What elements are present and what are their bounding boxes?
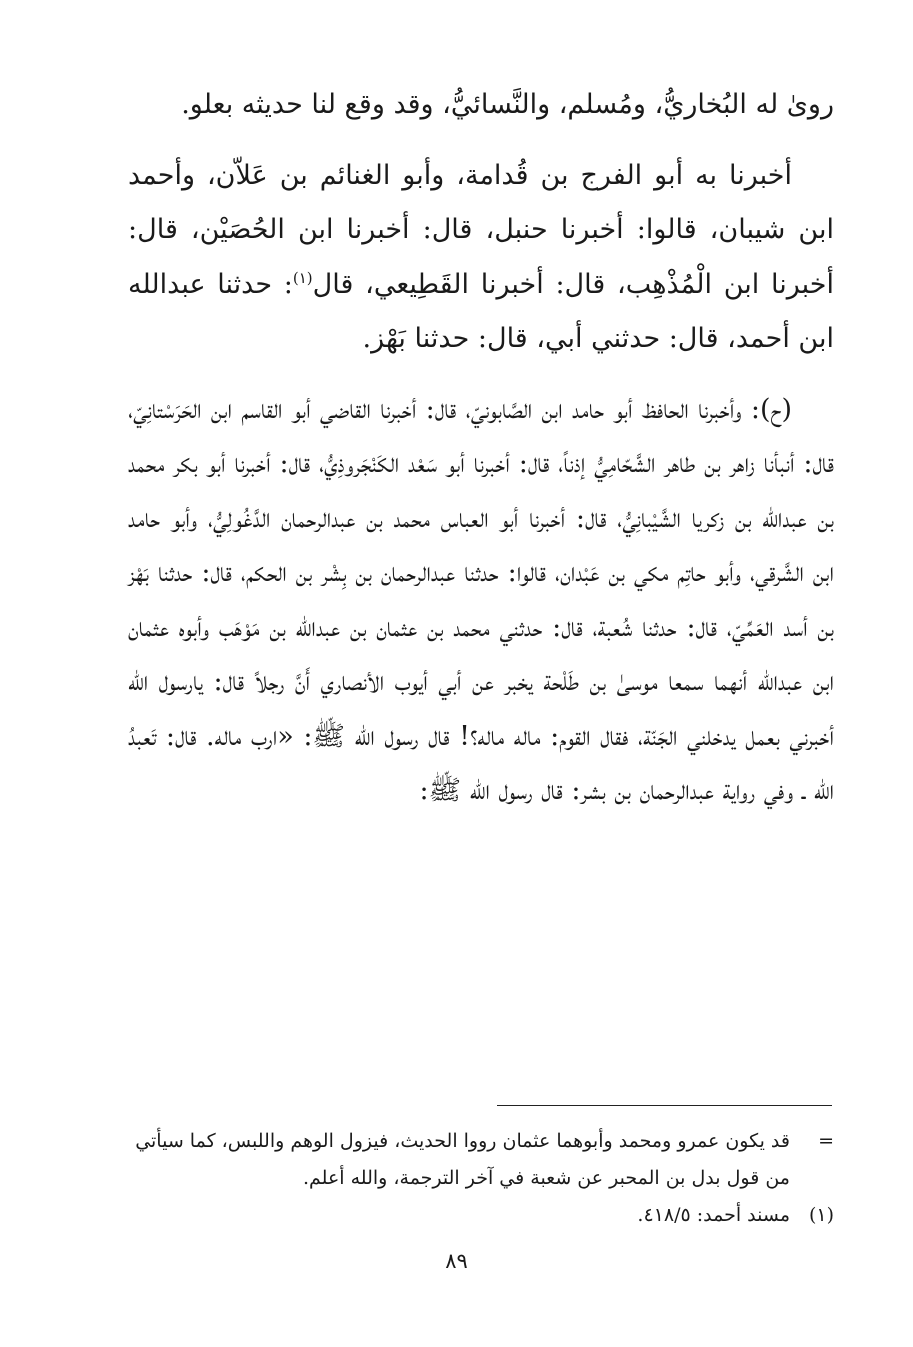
paragraph-isnad-1 bbox=[128, 149, 834, 367]
paragraph-intro: روىٰ له البُخاريُّ، ومُسلم، والنَّسائيُّ، وقد وقع لنا حديثه بعلو. bbox=[181, 89, 834, 120]
footnote-continued bbox=[128, 1123, 834, 1197]
footnote-ref-1[interactable]: (١) bbox=[292, 268, 313, 287]
footnote-continuation-mark: = bbox=[818, 1130, 834, 1152]
footnote-divider bbox=[497, 1105, 832, 1106]
footnote-1-number: (١) bbox=[808, 1204, 834, 1226]
isnad-1-text-b: : حدثنا عبدالله ابن أحمد، قال: حدثني أبي، قال: حدثنا بَهْز. bbox=[128, 268, 834, 354]
footnote-1-text: مسند أحمد: ٤١٨/٥. bbox=[637, 1204, 790, 1226]
footnote-1 bbox=[128, 1197, 834, 1234]
paragraph-isnad-2: (ح): وأخبرنا الحافظ أبو حامد ابن الصَّابونيّ، قال: أخبرنا القاضي أبو القاسم ابن الحَرَسْتانِيّ، قال: أنبأنا زاهر بن طاهر الشَّحّامِيُّ إذناً، قال: أخبرنا أبو سَعْد الكَنْجَروذِيُّ، قال: أخبرنا أبو بكر محمد بن عبدالله بن زكريا الشَّيْبانِيُّ، قال: أخبرنا أبو العباس محمد بن عبدالرحمان الدَّغُولِيُّ، وأبو حامد ابن الشَّرقي، وأبو حاتِم مكي بن عَبْدان، قالوا: حدثنا عبدالرحمان بن بِشْر بن الحكم، قال: حدثنا بَهْز بن أسد العَمِّيّ، قال: حدثنا شُعبة، قال: حدثني محمد بن عثمان بن عبدالله بن مَوْهَب وأبوه عثمان ابن عبدالله أنهما سمعا موسىٰ بن طَلْحة يخبر عن أبي أيوب الأنصاري أَنَّ رجلاً قال: يارسول الله أخبرني بعمل يدخلني الجَنّة، فقال القوم: ماله ماله؟! قال رسول الله ﷺ: «ارب ماله. قال: تَعبدُ الله ـ وفي رواية عبدالرحمان بن بشر: قال رسول الله ﷺ: bbox=[128, 393, 834, 806]
footnotes bbox=[128, 1123, 834, 1234]
page-number: ٨٩ bbox=[445, 1249, 468, 1273]
main-text bbox=[128, 78, 834, 819]
footnote-continued-text: قد يكون عمرو ومحمد وأبوهما عثمان رووا الحديث، فيزول الوهم واللبس، كما سيأتي من قول بدل بن المحبر عن شعبة في آخر الترجمة، والله أعلم. bbox=[135, 1130, 790, 1189]
isnad-1-text-a: أخبرنا به أبو الفرج بن قُدامة، وأبو الغنائم بن عَلاّن، وأحمد ابن شيبان، قالوا: أخبرنا حنبل، قال: أخبرنا ابن الحُصَيْن، قال: أخبرنا ابن الْمُذْهِب، قال: أخبرنا القَطِيعي، قال bbox=[128, 159, 834, 300]
